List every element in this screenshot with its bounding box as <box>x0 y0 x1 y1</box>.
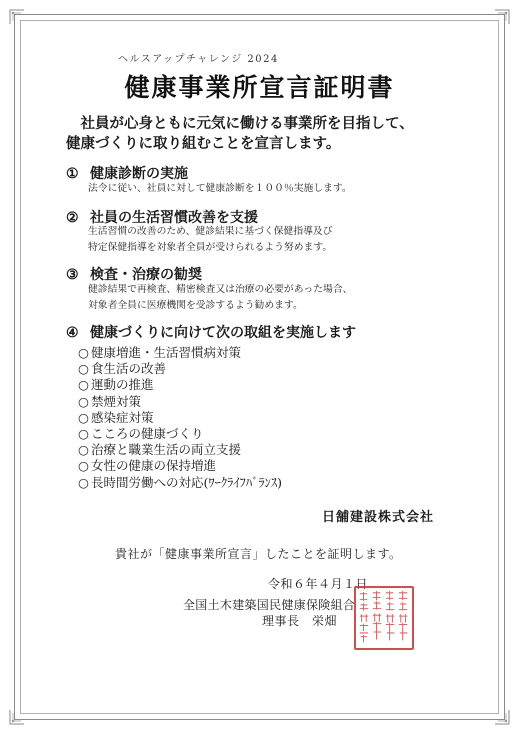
list-item: ○ 長時間労働への対応(ﾜｰｸﾗｲﾌﾊﾞﾗﾝｽ) <box>78 475 282 491</box>
section-4-heading <box>66 322 356 342</box>
section-title: 検査・治療の勧奨 <box>90 267 202 283</box>
list-item: ○ 女性の健康の保持増進 <box>78 458 282 474</box>
section-title: 健康診断の実施 <box>90 166 188 182</box>
section-number: ② <box>66 210 79 226</box>
section-number: ③ <box>66 267 79 283</box>
corner-ornament-icon <box>8 708 26 726</box>
list-item: ○ 治療と職業生活の両立支援 <box>78 442 282 458</box>
section-3-heading <box>66 264 202 284</box>
intro-line-2: 健康づくりに取り組むことを宣言します。 <box>66 135 341 152</box>
certificate-title: 健康事業所宣言証明書 <box>124 73 395 102</box>
issuer-name: 全国土木建築国民健康保険組合 <box>183 598 356 612</box>
section-text-line: 特定保健指導を対象者全員が受けられるよう努めます。 <box>88 242 333 253</box>
list-item: ○ 健康増進・生活習慣病対策 <box>78 345 282 361</box>
section-number: ① <box>66 166 79 182</box>
intro-line-1: 社員が心身ともに元気に働ける事業所を目指して、 <box>80 115 414 132</box>
section-text-line: 対象者全員に医療機関を受診するよう勧めます。 <box>88 300 303 311</box>
section-1-heading <box>66 163 188 183</box>
action-list <box>78 345 282 491</box>
section-3-body <box>88 282 498 314</box>
list-item: ○ 感染症対策 <box>78 410 282 426</box>
certification-statement: 貴社が「健康事業所宣言」したことを証明します。 <box>115 547 402 561</box>
director-name: 理事長 栄畑 <box>262 614 338 628</box>
intro-statement <box>66 114 486 154</box>
section-text-line: 健診結果で再検査、精密検査又は治療の必要があった場合、 <box>88 284 353 295</box>
issue-date: 令和６年４月１日 <box>268 577 369 591</box>
section-2-body <box>88 224 498 256</box>
list-item: ○ 禁煙対策 <box>78 394 282 410</box>
corner-ornament-icon <box>8 8 26 26</box>
list-item: ○ 運動の推進 <box>78 377 282 393</box>
company-name: 日舗建設株式会社 <box>322 510 435 525</box>
program-subtitle: ヘルスアップチャレンジ 2024 <box>118 54 279 65</box>
section-title: 社員の生活習慣改善を支援 <box>90 210 258 226</box>
section-text-line: 法令に従い、社員に対して健康診断を１００％実施します。 <box>88 183 352 194</box>
corner-ornament-icon <box>493 8 511 26</box>
list-item: ○ 食生活の改善 <box>78 361 282 377</box>
official-seal-icon <box>354 586 414 650</box>
section-1-body <box>88 181 498 197</box>
list-item: ○ こころの健康づくり <box>78 426 282 442</box>
section-title: 健康づくりに向けて次の取組を実施します <box>90 325 356 341</box>
corner-ornament-icon <box>493 708 511 726</box>
section-text-line: 生活習慣の改善のため、健診結果に基づく保健指導及び <box>88 226 333 237</box>
section-number: ④ <box>66 325 79 341</box>
